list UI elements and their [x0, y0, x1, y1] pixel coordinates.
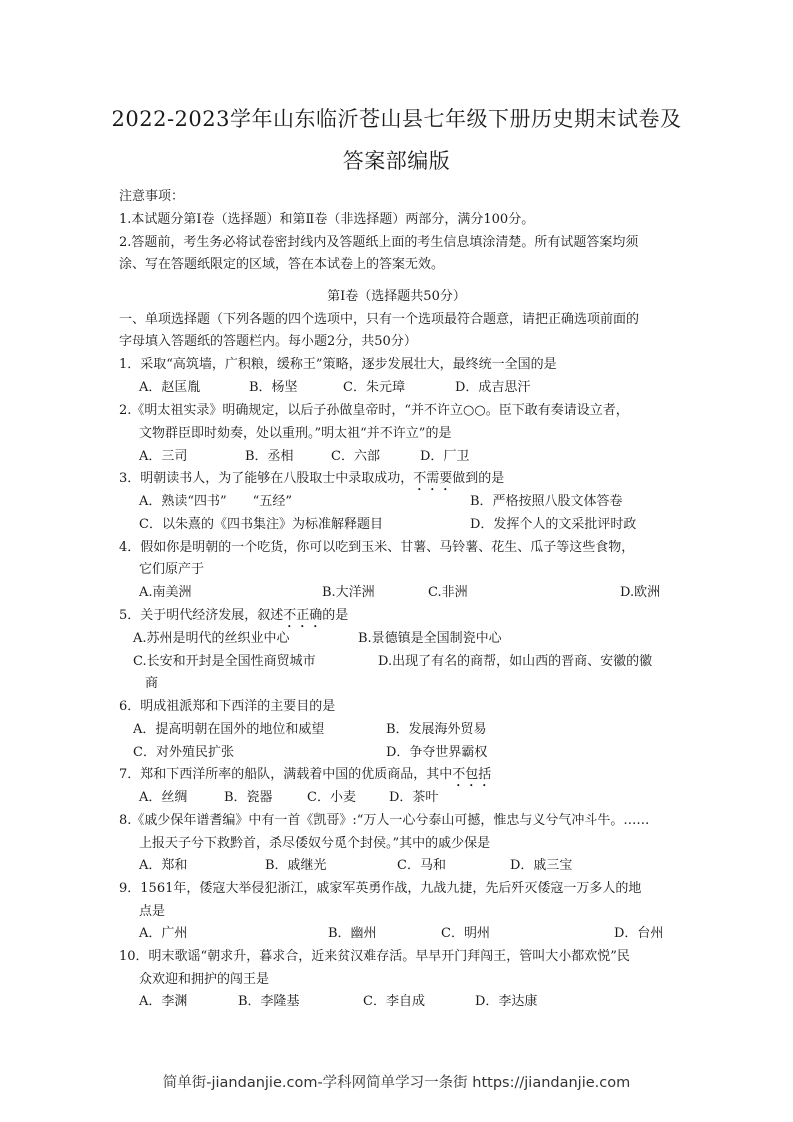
question-5-option-c: C.长安和开封是全国性商贸城市	[133, 654, 316, 669]
question-5-stem-text: 5．关于明代经济发展，叙述	[119, 608, 284, 623]
question-5-option-d-line-1: D.出现了有名的商帮，如山西的晋商、安徽的徽	[378, 654, 653, 669]
question-1-stem: 1．采取“高筑墙，广积粮，缓称王”策略，逐步发展壮大，最终统一全国的是	[119, 357, 557, 372]
question-6-option-c: C．对外殖民扩张	[133, 745, 234, 760]
question-7-emphasis: 不包括	[452, 767, 492, 782]
question-10-option-c: C．李自成	[363, 994, 425, 1009]
question-5-stem-tail: 的是	[322, 608, 349, 623]
question-6-stem: 6．明成祖派郑和下西洋的主要目的是	[119, 699, 336, 714]
question-3-stem	[119, 471, 504, 494]
question-3-emphasis: 不需要	[413, 471, 453, 486]
question-10-option-b: B．李隆基	[238, 994, 300, 1009]
question-3-option-b: B．严格按照八股文体答卷	[470, 494, 623, 509]
question-4-option-b: B.大洋洲	[322, 585, 375, 600]
question-8-stem-line-2: 上报天子兮下救黔首，杀尽倭奴兮觅个封侯。”其中的戚少保是	[139, 836, 491, 851]
question-7-stem	[119, 767, 491, 790]
question-9-stem-line-2: 点是	[139, 904, 166, 919]
question-5-stem	[119, 608, 348, 631]
question-7-option-b: B．瓷器	[224, 790, 273, 805]
question-3-option-d: D．发挥个人的文采批评时政	[470, 517, 637, 532]
question-1-option-d: D．成吉思汗	[455, 380, 531, 395]
question-7-option-a: A．丝绸	[139, 790, 188, 805]
question-7-stem-text: 7．郑和下西洋所率的船队，满载着中国的优质商品，其中	[119, 767, 453, 782]
question-1-option-b: B．杨坚	[249, 380, 298, 395]
question-4-option-a: A.南美洲	[139, 585, 192, 600]
notice-item-2-line-1: 2.答题前，考生务必将试卷密封线内及答题纸上面的考生信息填涂清楚。所有试题答案均须	[119, 235, 639, 250]
question-6-option-b: B．发展海外贸易	[386, 722, 487, 737]
question-8-stem-line-1: 8.《戚少保年谱耆编》中有一首《凯哥》:“万人一心兮泰山可撼，惟忠与义兮气冲斗牛。……	[119, 813, 650, 828]
question-2-option-c: C．六部	[331, 449, 380, 464]
question-2-stem-line-1: 2.《明太祖实录》明确规定，以后子孙做皇帝时，“并不许立○○。臣下敢有奏请设立者，	[119, 403, 629, 418]
question-5-option-b: B.景德镇是全国制瓷中心	[358, 631, 502, 646]
question-7-option-c: C．小麦	[307, 790, 356, 805]
question-3-stem-tail: 做到的是	[452, 471, 505, 486]
question-8-option-d: D．戚三宝	[510, 858, 573, 873]
question-8-option-b: B．戚继光	[265, 858, 327, 873]
footer-watermark-link[interactable]: 简单街-jiandanjie.com-学科网简单学习一条街 https://jiandanjie.com	[162, 1075, 631, 1091]
question-4-stem-line-2: 它们原产于	[139, 562, 205, 577]
section-title: 第Ⅰ卷（选择题共50分）	[327, 289, 466, 304]
question-2-option-a: A．三司	[139, 449, 188, 464]
question-10-option-d: D．李达康	[475, 994, 538, 1009]
section-intro-line-2: 字母填入答题纸的答题栏内。每小题2分，共50分）	[119, 334, 417, 349]
section-intro-line-1: 一、单项选择题（下列各题的四个选项中，只有一个选项最符合题意，请把正确选项前面的	[119, 312, 640, 327]
question-4-option-d: D.欧洲	[620, 585, 661, 600]
question-5-option-d-line-2: 商	[145, 676, 159, 691]
question-10-option-a: A．李渊	[139, 994, 188, 1009]
question-2-option-d: D．厂卫	[420, 449, 470, 464]
notice-item-2-line-2: 涂、写在答题纸限定的区域，答在本试卷上的答案无效。	[119, 257, 445, 272]
question-5-emphasis: 不正确	[283, 608, 323, 623]
question-3-stem-text: 3．明朝读书人，为了能够在八股取士中录取成功，	[119, 471, 414, 486]
question-8-option-c: C．马和	[397, 858, 446, 873]
question-9-option-a: A．广州	[139, 926, 188, 941]
question-4-option-c: C.非洲	[428, 585, 468, 600]
exam-title-line-2: 答案部编版	[342, 149, 451, 173]
question-2-stem-line-2: 文物群臣即时劾奏，处以重刑。”明太祖“并不许立”的是	[139, 426, 452, 441]
question-4-stem-line-1: 4．假如你是明朝的一个吃货，你可以吃到玉米、甘薯、马铃薯、花生、瓜子等这些食物，	[119, 540, 635, 555]
question-6-option-a: A．提高明朝在国外的地位和威望	[133, 722, 325, 737]
question-10-stem-line-2: 众欢迎和拥护的闯王是	[139, 972, 270, 987]
question-3-option-a: A．熟读“四书” “五经”	[139, 494, 292, 509]
question-9-option-b: B．幽州	[328, 926, 377, 941]
question-5-option-a: A.苏州是明代的丝织业中心	[133, 631, 290, 646]
question-3-option-c: C．以朱熹的《四书集注》为标准解释题目	[139, 517, 383, 532]
question-9-stem-line-1: 9．1561年，倭寇大举侵犯浙江，戚家军英勇作战，九战九捷，先后歼灭倭寇一万多人的地	[119, 881, 642, 896]
notice-heading: 注意事项：	[119, 189, 185, 204]
question-1-option-a: A．赵匡胤	[139, 380, 201, 395]
exam-title-line-1: 2022-2023学年山东临沂苍山县七年级下册历史期末试卷及	[111, 107, 682, 131]
question-8-option-a: A．郑和	[139, 858, 188, 873]
question-2-option-b: B．丞相	[245, 449, 294, 464]
question-1-option-c: C．朱元璋	[343, 380, 405, 395]
question-9-option-d: D．台州	[614, 926, 664, 941]
question-10-stem-line-1: 10．明末歌谣“朝求升，暮求合，近来贫汉难存活。早早开门拜闯王，管叫大小都欢悦”民	[119, 949, 630, 964]
question-7-option-d: D．茶叶	[389, 790, 439, 805]
question-9-option-c: C．明州	[441, 926, 490, 941]
notice-item-1: 1.本试题分第Ⅰ卷（选择题）和第Ⅱ卷（非选择题）两部分，满分100分。	[119, 212, 535, 227]
question-6-option-d: D．争夺世界霸权	[386, 745, 488, 760]
